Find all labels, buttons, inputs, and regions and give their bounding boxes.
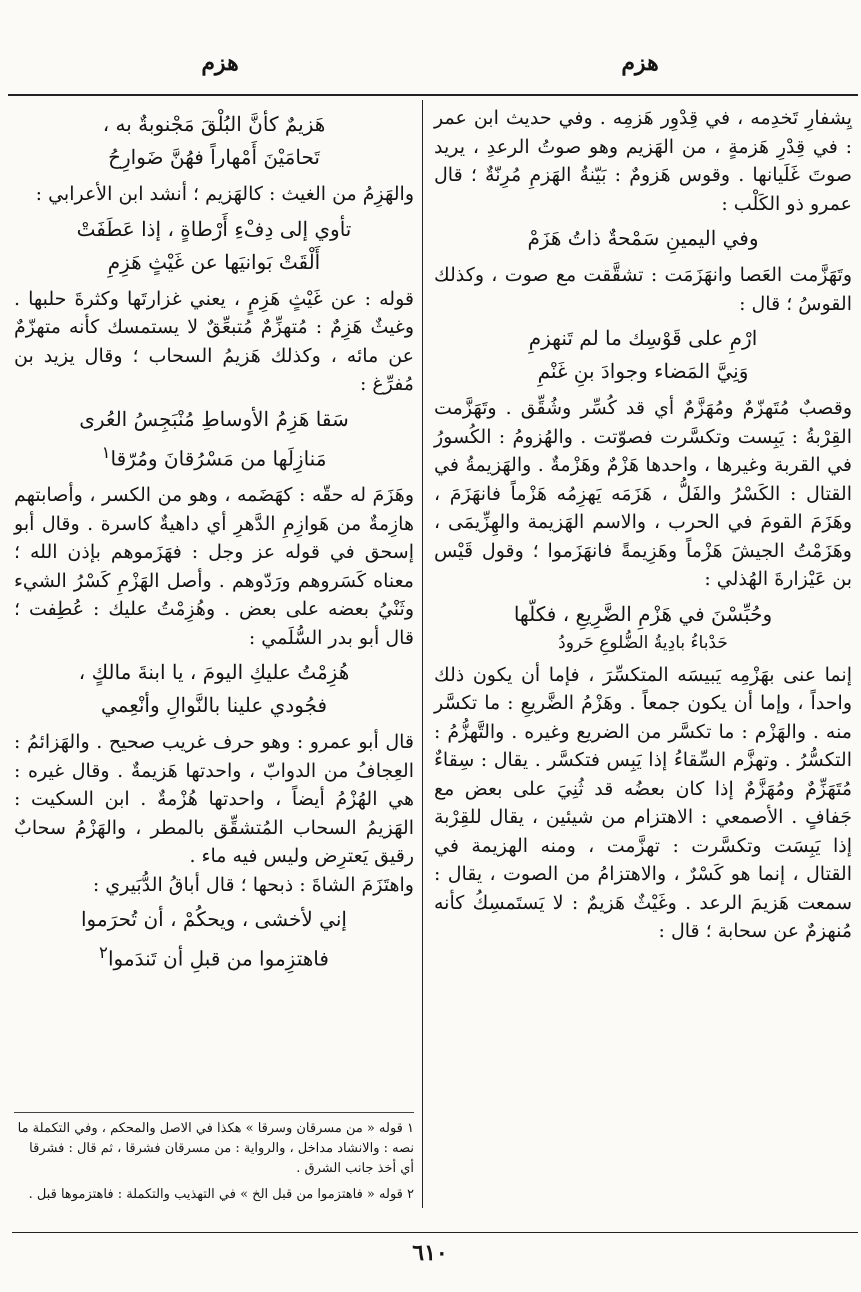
verse-line: تأوي إلى دِفْءِ أَرْطاةٍ ، إذا عَطَفَتْ — [76, 216, 352, 241]
verse-line — [14, 436, 414, 476]
verse-line — [14, 936, 414, 976]
paragraph: يِشفارِ تَخدِمه ، في قِدْوِر هَزمِه . وفي حديث ابن عمر : في قِدْرِ هَزمةٍ ، من الهَزيم وهو صوتُ الرعدِ ، يريد صوتَ غَلَيانها . وقوس هَزومٌ : بَيّنةُ الهَزمِ مُرِنّةٌ ؛ قال عمرو ذو الكَلْب : — [434, 107, 852, 215]
footnote: ٢ قوله « فاهتزموا من قبل الخ » في التهذيب والتكملة : فاهتزموها قبل . — [28, 1187, 414, 1202]
footnote-marker: ٢ — [99, 943, 108, 963]
verse-text: فاهتزِموا من قبلِ أن تَندَموا — [108, 946, 329, 971]
paragraph: إنما عنى بهَزْمِه يَبيسَه المتكسِّرَ ، فإما أن يكون ذلك واحداً ، وإما أن يكون جمعاً . وهَزْمُ الضَّريعِ : ما تكسَّر منه . والهَزْم : ما تكسَّر من الضريع وغيره . والتَّهزُّمُ : التكسُّرُ . وتهزَّم السِّقاءُ إذا يَبِس فتكسَّر . يقال : سِقاءٌ مُتَهَزِّمٌ ومُهَزَّمٌ إذا كان بعضُه قد ثُنِيَ على بعض مع جَفافٍ . الأصمعي : الاهتزام من شيئين ، يقال للقِرْبة إذا يَبِسَت وتكسَّرت : تهزَّمت ، ومنه الهزيمة في القتال ، إنما هو كَسْرٌ ، والاهتزامُ من الصوت ، يقال : سمعت هَزيمَ الرعد . وغَيْثٌ هَزيمٌ : لا يَستَمسِكُ كأنه مُنهزمٌ عن سحابة ؛ قال : — [434, 663, 852, 942]
verse-line: ارْمِ على قَوْسِك ما لم تَنهزمِ — [528, 326, 758, 350]
page-number: ٦١٠ — [412, 1240, 448, 1266]
paragraph: واهتَزَمَ الشاةَ : ذبحها ؛ قال أباقُ الدُّبَيري : — [92, 873, 414, 896]
verse — [434, 598, 852, 655]
verse — [14, 656, 414, 722]
verse-line: إني لأخشى ، ويحكُمْ ، أن تُحرَموا — [81, 907, 347, 932]
verse — [14, 213, 414, 279]
verse-line: تَحامَيْنَ أَمْهاراً فهُنَّ ضَوارِحُ — [108, 145, 320, 169]
verse — [14, 903, 414, 976]
footnotes — [14, 1112, 414, 1211]
verse-line: أَلْقَتْ بَوانيَها عن غَيْثٍ هَزِمِ — [107, 249, 321, 274]
paragraph: قال أبو عمرو : وهو حرف غريب صحيح . والهَزائمُ : العِجافُ من الدوابّ ، واحدتها هَزيمةٌ . وقال غيره : هي الهُزْمُ أيضاً ، واحدتها هُزْمةٌ . ابن السكيت : الهَزيمُ السحاب المُتشقِّق بالمطر ، والهَزْمُ سحابٌ رقيق يَعترِض وليس فيه ماء . — [14, 731, 414, 868]
paragraph: وقصبٌ مُتَهزّمٌ ومُهَزَّمٌ أي قد كُسِّر وشُقِّق . وتَهَزَّمت القِرْبةُ : يَبِست وتكسَّرت فصوّتت . والهُزومُ : الكُسورُ في القربة وغيرها ، واحدها هَزْمٌ وهَزْمةٌ . والهَزيمةُ في القتال : الكَسْرُ والفَلُّ ، هَزَمَه يَهزِمُه هَزْماً فانهَزَمَ ، وهَزَمَ القومَ في الحرب ، والاسم الهَزيمة والهِزِّيمَى ، وهَزَمْتُ الجيشَ هَزْماً وهَزِيمةً فانهَزَموا ؛ وقول قَيْس بن عَيْزارةَ الهُذلي : — [434, 397, 852, 590]
verse-line: وحُبِّسْنَ في هَزْمِ الضَّرِيعِ ، فكلّها — [513, 601, 773, 626]
verse — [434, 322, 852, 388]
verse-line: وَنِيَّ المَضاء وجوادَ بنِ غَنْمِ — [537, 359, 749, 383]
header-rule — [8, 94, 858, 96]
verse — [434, 222, 852, 255]
footnote: ١ قوله « من مسرقان وسرقا » هكذا في الاصل والمحكم ، وفي التكملة ما نصه : والانشاد مداخل ، والرواية : من مسرقان فشرقا ، ثم قال : فشرقا أي أخذ جانب الشرق . — [17, 1121, 414, 1176]
footnote-marker: ١ — [101, 442, 111, 462]
header-word-right: هزم — [621, 50, 659, 76]
column-divider — [422, 100, 423, 1208]
verse-text: مَنازِلَها من مَسْرُقانَ ومُرّقا — [110, 446, 327, 471]
verse-line: هَزيمٌ كأنَّ البُلْقَ مَجْنوبةٌ به ، — [102, 112, 326, 136]
footer-rule — [12, 1232, 858, 1233]
paragraph: وتَهَزَّمت العَصا وانهَزَمَت : تشقَّقت مع صوت ، وكذلك القوسُ ؛ قال : — [434, 264, 852, 315]
paragraph: وهَزَمَ له حقّه : كهَضَمه ، وهو من الكسر ، وأصابتهم هازِمةٌ من هَوازِمِ الدَّهرِ أي داهيةٌ كاسرة . وقال أبو إسحق في قوله عز وجل : فهَزَموهم بإذن الله ؛ معناه كَسَروهم ورَدّوهم . وأصل الهَزْمِ كَسْرُ الشيء وثَنْيُ بعضه على بعض . وهُزِمْتُ عليك : عُطِفت ؛ قال أبو بدر السُّلَمي : — [14, 484, 414, 649]
verse-line: سَقا هَزِمُ الأوساطِ مُنْبَجِسُ العُرى — [79, 406, 349, 431]
verse-line: وفي اليمينِ سَمْحةٌ ذاتُ هَزَمْ — [527, 226, 759, 250]
header-word-left: هزم — [201, 50, 239, 76]
verse-line: حَدْباءُ بادِيةُ الضُّلوعِ حَرودُ — [558, 632, 728, 653]
right-column — [434, 104, 852, 946]
verse — [14, 403, 414, 476]
left-column — [14, 104, 414, 982]
paragraph: والهَزِمُ من الغيث : كالهَزيم ؛ أنشد ابن الأعرابي : — [35, 183, 414, 205]
verse-line: هُزِمْتُ عليكِ اليومَ ، يا ابنةَ مالكٍ ، — [78, 660, 350, 685]
verse — [14, 108, 414, 174]
verse-line: فجُودي علينا بالنَّوالِ وأنْعِمي — [100, 693, 328, 718]
paragraph: قوله : عن غَيْثٍ هَزِمٍ ، يعني غزارتَها وكثرةَ حلبها . وغيثٌ هَزِمٌ : مُتهزِّمٌ مُتبعِّقٌ لا يستمسك كأنه متهزّمٌ عن مائه ، وكذلك هَزيمُ السحاب ؛ وقال يزيد بن مُفرِّغ : — [14, 287, 414, 395]
